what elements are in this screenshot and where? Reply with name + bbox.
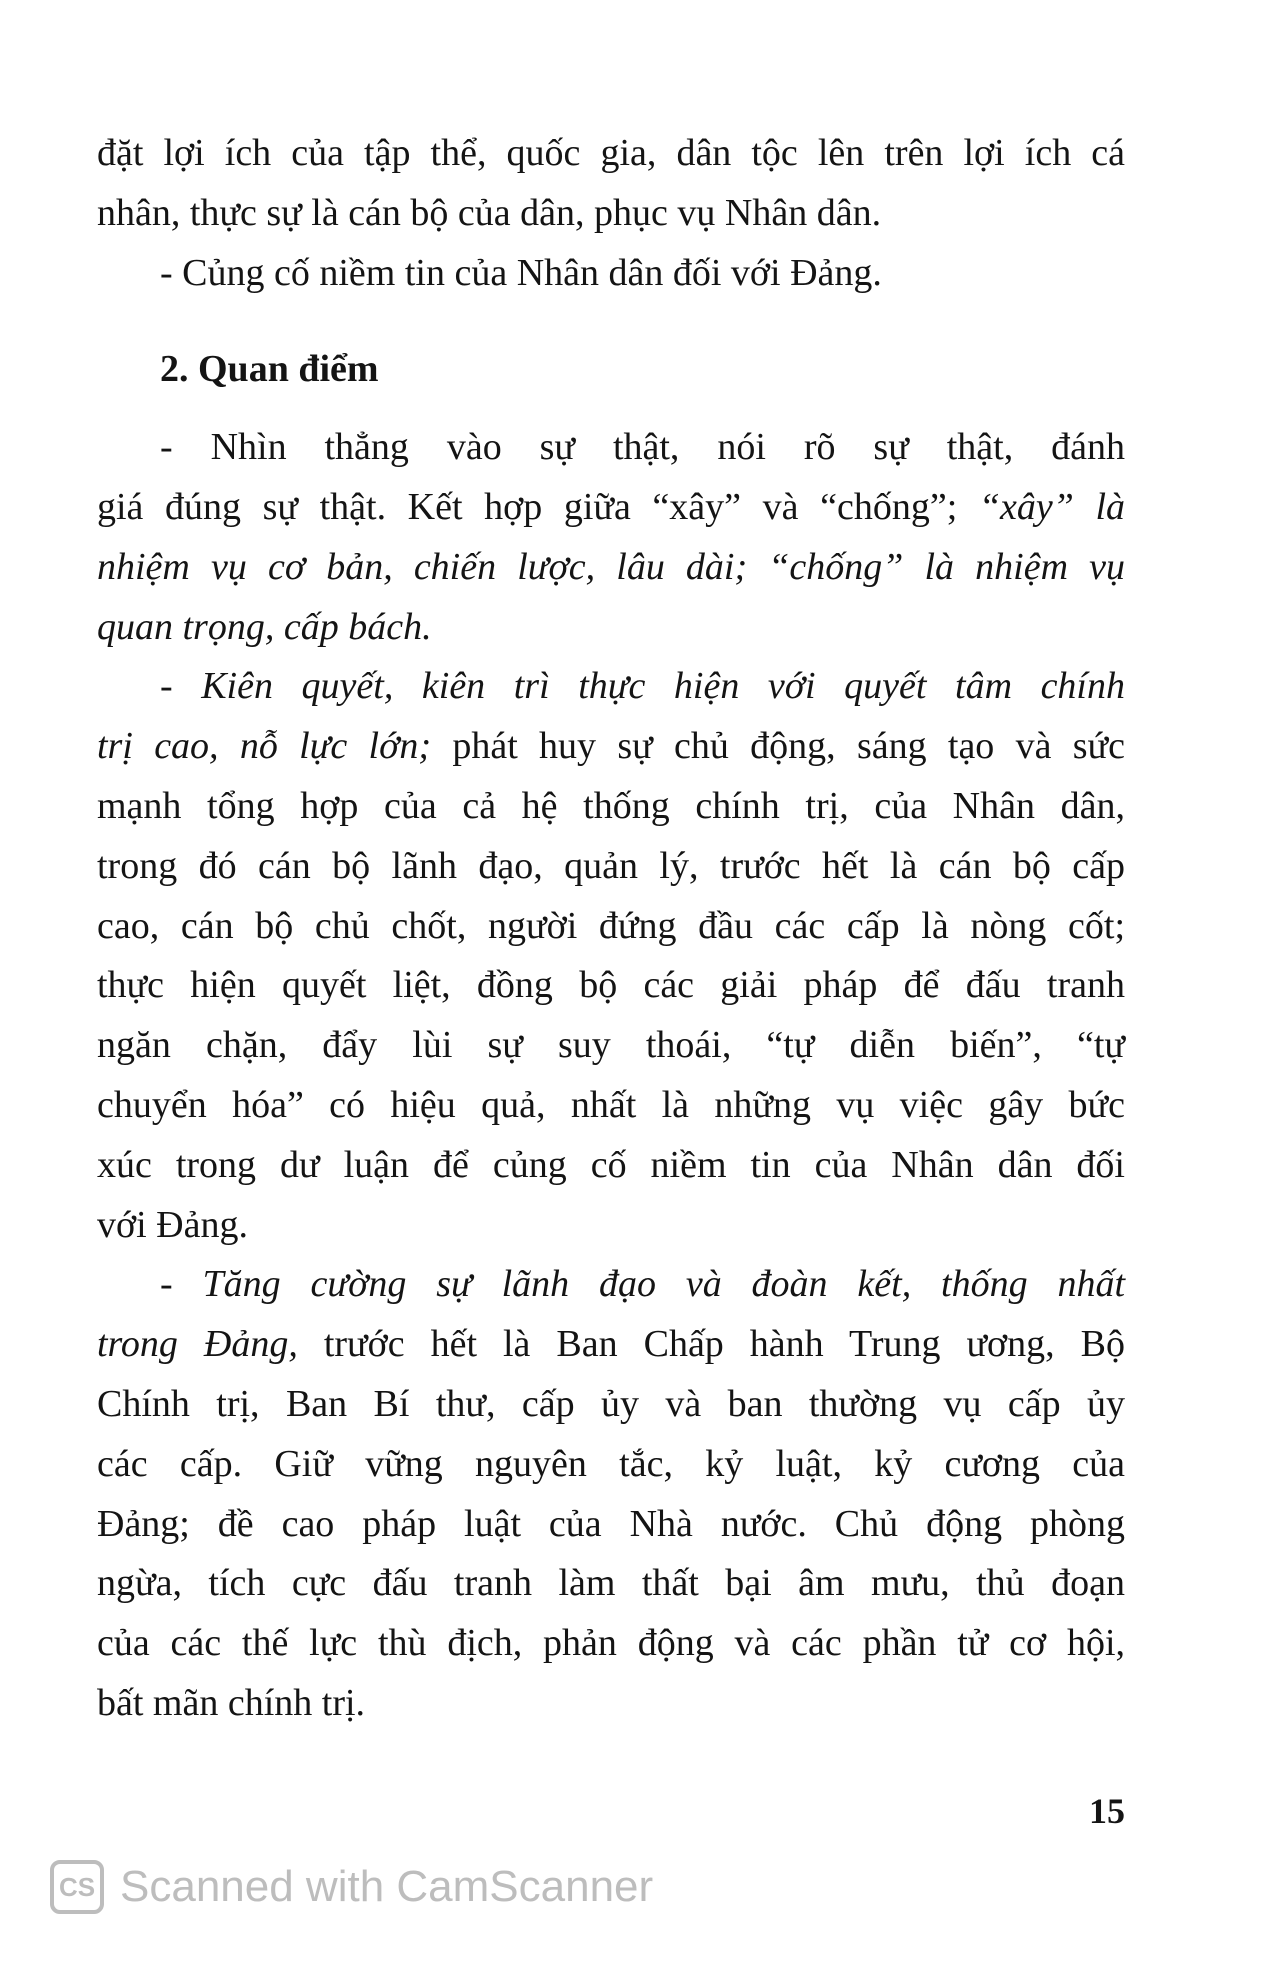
text-segment: bất mãn chính trị. — [97, 1681, 366, 1724]
text-line — [97, 1315, 1125, 1375]
text-segment: các cấp. Giữ vững nguyên tắc, kỷ luật, kỷ cương của — [97, 1442, 1125, 1485]
italic-text: trị cao, nỗ lực lớn; — [97, 725, 432, 768]
text-segment: Chính trị, Ban Bí thư, cấp ủy và ban thường vụ cấp ủy — [97, 1382, 1125, 1425]
text-segment: trong đó cán bộ lãnh đạo, quản lý, trước hết là cán bộ cấp — [97, 844, 1125, 887]
book-page — [97, 124, 1125, 1734]
text-segment: ngừa, tích cực đấu tranh làm thất bại âm mưu, thủ đoạn — [97, 1562, 1125, 1605]
text-segment: phát huy sự chủ động, sáng tạo và sức — [431, 725, 1125, 768]
italic-text: quan trọng, cấp bách. — [97, 605, 432, 648]
text-line — [97, 478, 1125, 538]
text-line — [97, 124, 1125, 184]
italic-text: - Kiên quyết, kiên trì thực hiện với quyết tâm chính — [160, 665, 1125, 708]
text-line — [97, 598, 1125, 658]
text-segment: nhân, thực sự là cán bộ của dân, phục vụ Nhân dân. — [97, 191, 882, 234]
text-segment: cao, cán bộ chủ chốt, người đứng đầu các cấp là nòng cốt; — [97, 904, 1125, 947]
text-line — [97, 897, 1125, 957]
text-segment: trước hết là Ban Chấp hành Trung ương, Bộ — [297, 1323, 1125, 1366]
text-segment: mạnh tổng hợp của cả hệ thống chính trị, của Nhân dân, — [97, 784, 1125, 827]
italic-text: trong Đảng, — [97, 1323, 298, 1366]
text-line — [97, 956, 1125, 1016]
text-line — [97, 1375, 1125, 1435]
text-segment: - Nhìn thẳng vào sự thật, nói rõ sự thật, đánh — [160, 426, 1125, 469]
text-block-intro — [97, 124, 1125, 303]
text-line — [97, 1674, 1125, 1734]
text-segment: ngăn chặn, đẩy lùi sự suy thoái, “tự diễn biến”, “tự — [97, 1024, 1125, 1067]
text-segment: của các thế lực thù địch, phản động và các phần tử cơ hội, — [97, 1622, 1125, 1665]
text-segment: đặt lợi ích của tập thể, quốc gia, dân tộc lên trên lợi ích cá — [97, 132, 1125, 174]
text-segment: Đảng; đề cao pháp luật của Nhà nước. Chủ động phòng — [97, 1502, 1125, 1545]
text-segment: thực hiện quyết liệt, đồng bộ các giải pháp để đấu tranh — [97, 964, 1125, 1007]
text-line — [97, 538, 1125, 598]
text-line — [97, 1554, 1125, 1614]
italic-text: nhiệm vụ cơ bản, chiến lược, lâu dài; “chống” là nhiệm vụ — [97, 545, 1125, 588]
text-line — [97, 1495, 1125, 1555]
text-line — [97, 657, 1125, 717]
text-segment: - — [160, 1263, 203, 1306]
text-line — [97, 1136, 1125, 1196]
text-line — [97, 244, 1125, 304]
text-segment: với Đảng. — [97, 1203, 248, 1246]
text-line — [97, 717, 1125, 777]
text-segment: chuyển hóa” có hiệu quả, nhất là những vụ việc gây bức — [97, 1083, 1125, 1126]
italic-text: “xây” là — [978, 485, 1125, 528]
text-line — [97, 777, 1125, 837]
text-line — [97, 1076, 1125, 1136]
text-block-main — [97, 418, 1125, 1734]
section-heading: 2. Quan điểm — [160, 348, 379, 391]
text-line — [97, 184, 1125, 244]
text-line — [97, 1614, 1125, 1674]
camscanner-logo-icon: CS — [50, 1860, 104, 1914]
camscanner-watermark — [50, 1860, 653, 1914]
watermark-text: Scanned with CamScanner — [120, 1862, 654, 1911]
text-segment: xúc trong dư luận để củng cố niềm tin của Nhân dân đối — [97, 1143, 1125, 1186]
page-number: 15 — [1089, 1791, 1125, 1831]
text-segment: giá đúng sự thật. Kết hợp giữa “xây” và “chống”; — [97, 485, 979, 528]
text-line — [97, 1196, 1125, 1256]
italic-text: Tăng cường sự lãnh đạo và đoàn kết, thống nhất — [202, 1263, 1126, 1306]
text-line — [97, 418, 1125, 478]
text-line — [97, 1255, 1125, 1315]
text-line — [97, 837, 1125, 897]
text-line — [97, 1435, 1125, 1495]
text-segment: - Củng cố niềm tin của Nhân dân đối với Đảng. — [160, 251, 882, 294]
text-line — [97, 1016, 1125, 1076]
